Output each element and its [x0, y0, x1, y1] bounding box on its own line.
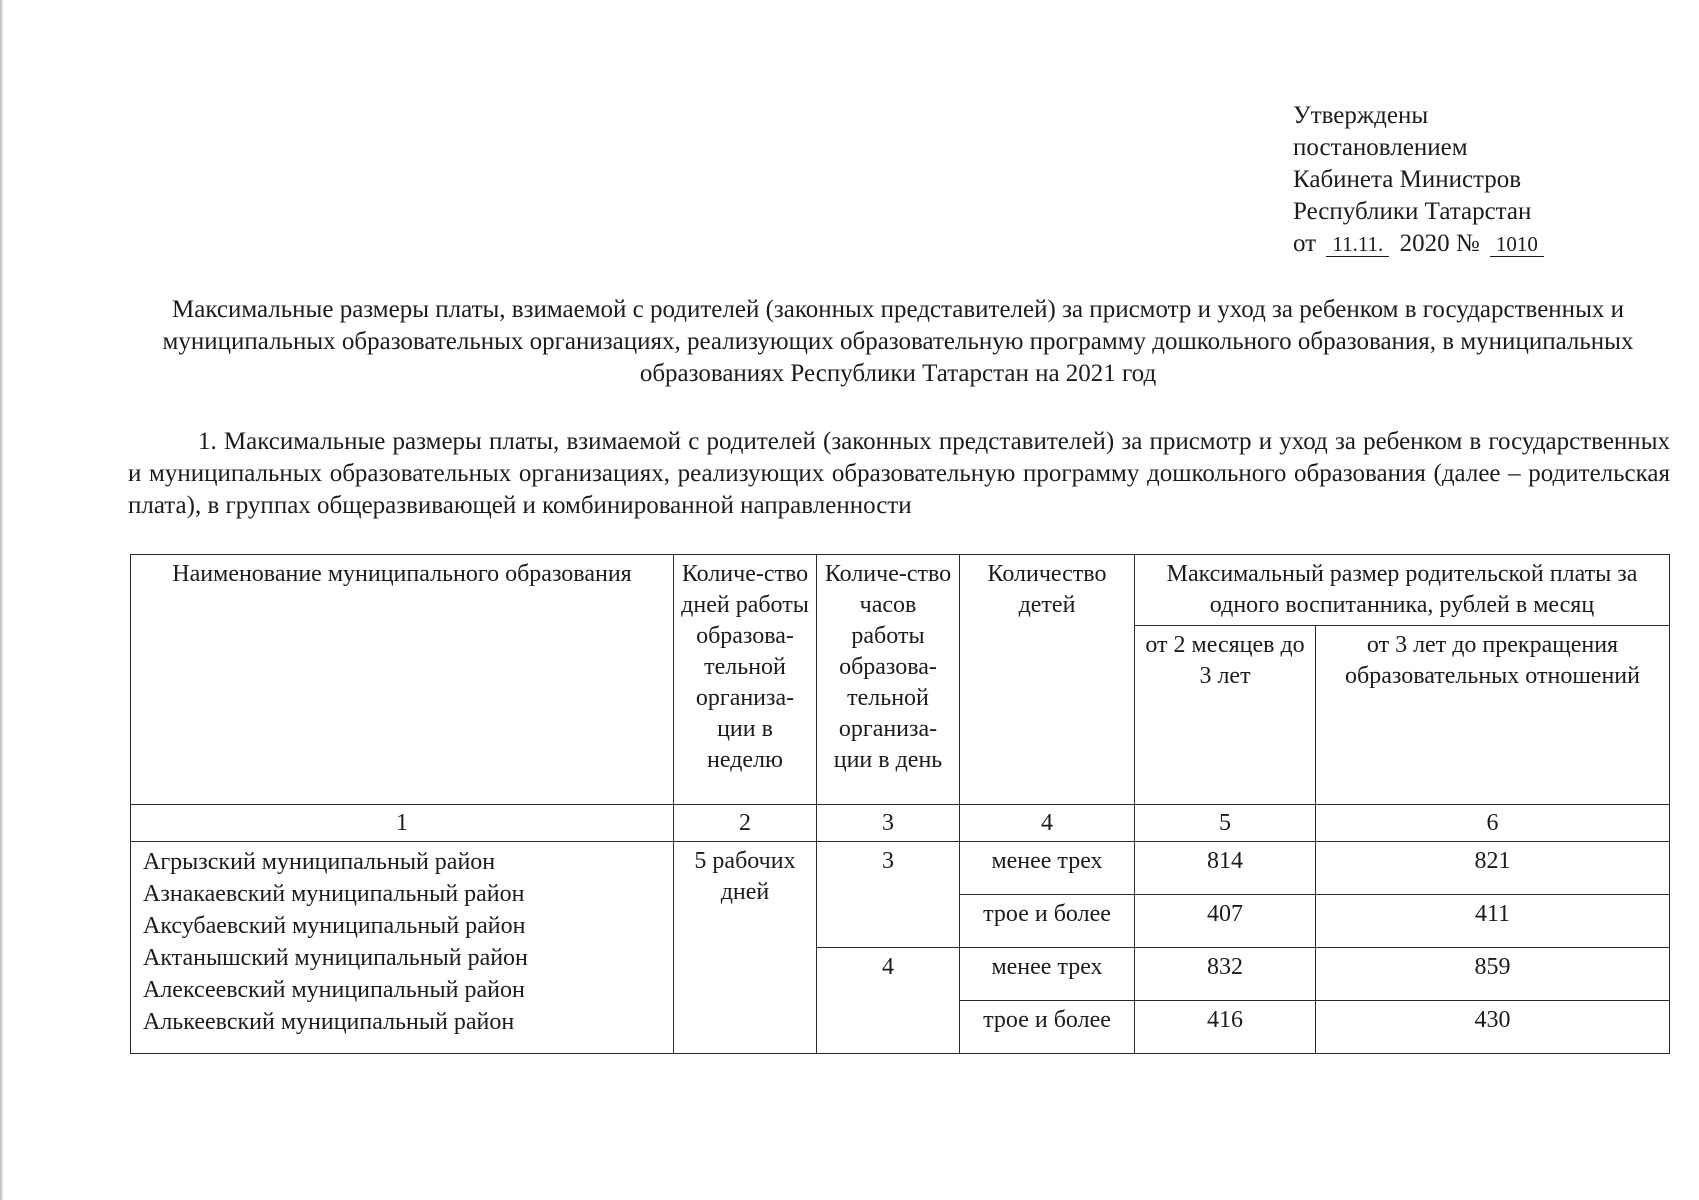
district-item: Алькеевский муниципальный район: [143, 1009, 515, 1035]
column-number-6: 6: [1316, 805, 1670, 842]
header-hours: Количе-ство часов работы образова-тельной организа-ции в день: [817, 555, 960, 805]
district-item: Азнакаевский муниципальный район: [143, 881, 525, 907]
approval-number: 1010: [1490, 232, 1544, 257]
column-number-4: 4: [960, 805, 1135, 842]
column-number-2: 2: [674, 805, 817, 842]
approval-from-label: от: [1293, 230, 1317, 257]
district-item: Агрызский муниципальный район: [143, 849, 496, 875]
header-age-young: от 2 месяцев до 3 лет: [1135, 626, 1316, 805]
fee-young-value: 416: [1135, 1001, 1316, 1054]
header-row: [131, 555, 1670, 626]
approval-block: [1293, 100, 1548, 260]
header-name: Наименование муниципального образования: [131, 555, 674, 805]
kids-value: трое и более: [960, 1001, 1135, 1054]
kids-value: трое и более: [960, 895, 1135, 948]
fee-young-value: 814: [1135, 842, 1316, 895]
approval-date-line: [1293, 228, 1548, 260]
fee-old-value: 821: [1316, 842, 1670, 895]
header-days: Количе-ство дней работы образова-тельной организа-ции в неделю: [674, 555, 817, 805]
scan-edge: [0, 0, 3, 1200]
kids-value: менее трех: [960, 948, 1135, 1001]
approval-line-4: Республики Татарстан: [1293, 198, 1532, 225]
fee-young-value: 407: [1135, 895, 1316, 948]
header-max-fee: Максимальный размер родительской платы за одного воспитанника, рублей в месяц: [1135, 555, 1670, 626]
header-age-old: от 3 лет до прекращения образовательных отношений: [1316, 626, 1670, 805]
fee-table: [130, 554, 1670, 1054]
hours-value: 3: [817, 842, 960, 948]
district-item: Алексеевский муниципальный район: [143, 977, 525, 1003]
approval-line-1: Утверждены: [1293, 102, 1429, 129]
approval-date: 11.11.: [1326, 232, 1389, 257]
hours-value: 4: [817, 948, 960, 1054]
district-item: Актанышский муниципальный район: [143, 945, 528, 971]
district-list: [131, 842, 674, 1054]
fee-old-value: 859: [1316, 948, 1670, 1001]
table-row: [131, 842, 1670, 895]
column-number-row: [131, 805, 1670, 842]
kids-value: менее трех: [960, 842, 1135, 895]
column-number-1: 1: [131, 805, 674, 842]
approval-line-3: Кабинета Министров: [1293, 166, 1522, 193]
document-title: Максимальные размеры платы, взимаемой с родителей (законных представителей) за присмотр и уход за ребенком в государственных и муниципальных образовательных организациях, реализующих образовательную программу дошкольного образования, в муниципальных образованиях Республики Татарстан на 2021 год: [162, 296, 1634, 387]
fee-young-value: 832: [1135, 948, 1316, 1001]
column-number-5: 5: [1135, 805, 1316, 842]
fee-old-value: 411: [1316, 895, 1670, 948]
approval-year: 2020 №: [1399, 230, 1480, 257]
district-item: Аксубаевский муниципальный район: [143, 913, 526, 939]
approval-line-2: постановлением: [1293, 134, 1468, 161]
section-paragraph: 1. Максимальные размеры платы, взимаемой с родителей (законных представителей) за присмотр и уход за ребенком в государственных и муниципальных образовательных организациях, реализующих образовательную программу дошкольного образования (далее – родительская плата), в группах общеразвивающей и комбинированной направленности: [128, 428, 1670, 519]
fee-old-value: 430: [1316, 1001, 1670, 1054]
days-value: 5 рабочих дней: [674, 842, 817, 1054]
column-number-3: 3: [817, 805, 960, 842]
header-kids: Количество детей: [960, 555, 1135, 805]
